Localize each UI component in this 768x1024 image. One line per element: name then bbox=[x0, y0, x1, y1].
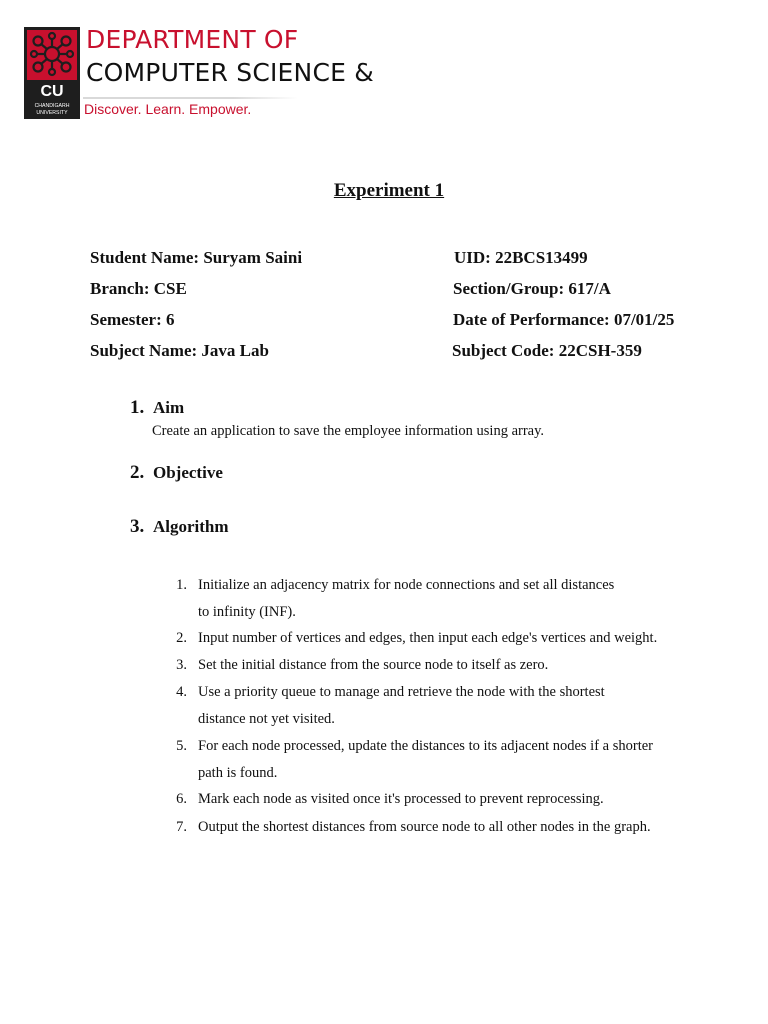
step-number: 7. bbox=[176, 819, 187, 835]
svg-text:CHANDIGARH: CHANDIGARH bbox=[34, 103, 70, 109]
step-line: Input number of vertices and edges, then input each edge's vertices and weight. bbox=[198, 630, 658, 646]
list-item bbox=[198, 625, 698, 652]
section-title-aim: Aim bbox=[153, 398, 185, 417]
aim-text: Create an application to save the employee information using array. bbox=[152, 423, 545, 439]
step-line: Use a priority queue to manage and retrieve the node with the shortest bbox=[198, 684, 605, 700]
step-line: Initialize an adjacency matrix for node connections and set all distances bbox=[198, 577, 615, 593]
list-item bbox=[198, 814, 698, 841]
subject-code: Subject Code: 22CSH-359 bbox=[452, 341, 642, 360]
date-of-performance: Date of Performance: 07/01/25 bbox=[453, 310, 675, 329]
step-number: 1. bbox=[176, 577, 187, 593]
list-item bbox=[198, 733, 698, 787]
header-divider bbox=[83, 97, 298, 99]
step-line: to infinity (INF). bbox=[198, 604, 296, 620]
section-number-algorithm: 3. bbox=[130, 516, 145, 537]
step-number: 6. bbox=[176, 791, 187, 807]
list-item bbox=[198, 786, 698, 813]
list-item bbox=[198, 652, 698, 679]
section-title-objective: Objective bbox=[153, 463, 223, 482]
semester: Semester: 6 bbox=[90, 310, 175, 329]
step-number: 4. bbox=[176, 684, 187, 700]
logo-text: CU bbox=[40, 83, 64, 100]
list-item bbox=[198, 572, 698, 626]
section-title-algorithm: Algorithm bbox=[153, 517, 229, 536]
uid: UID: 22BCS13499 bbox=[454, 248, 588, 267]
student-name: Student Name: Suryam Saini bbox=[90, 248, 303, 267]
experiment-title: Experiment 1 bbox=[333, 180, 445, 201]
step-line: path is found. bbox=[198, 765, 278, 781]
step-line: Output the shortest distances from source node to all other nodes in the graph. bbox=[198, 819, 651, 835]
step-number: 2. bbox=[176, 630, 187, 646]
department-name-line1: DEPARTMENT OF bbox=[86, 25, 299, 54]
section-number-aim: 1. bbox=[130, 397, 145, 418]
step-line: distance not yet visited. bbox=[198, 711, 335, 727]
section-number-objective: 2. bbox=[130, 462, 145, 483]
list-item bbox=[198, 679, 698, 733]
branch: Branch: CSE bbox=[90, 279, 187, 298]
subject-name: Subject Name: Java Lab bbox=[90, 341, 269, 360]
step-number: 3. bbox=[176, 657, 187, 673]
university-logo bbox=[24, 27, 80, 119]
step-line: Mark each node as visited once it's processed to prevent reprocessing. bbox=[198, 791, 604, 807]
department-name-line2: COMPUTER SCIENCE & bbox=[86, 58, 374, 87]
step-line: Set the initial distance from the source node to itself as zero. bbox=[198, 657, 549, 673]
tagline: Discover. Learn. Empower. bbox=[84, 101, 252, 117]
section-group: Section/Group: 617/A bbox=[453, 279, 611, 298]
step-line: For each node processed, update the distances to its adjacent nodes if a shorter bbox=[198, 738, 653, 754]
svg-text:UNIVERSITY: UNIVERSITY bbox=[36, 110, 68, 116]
step-number: 5. bbox=[176, 738, 187, 754]
